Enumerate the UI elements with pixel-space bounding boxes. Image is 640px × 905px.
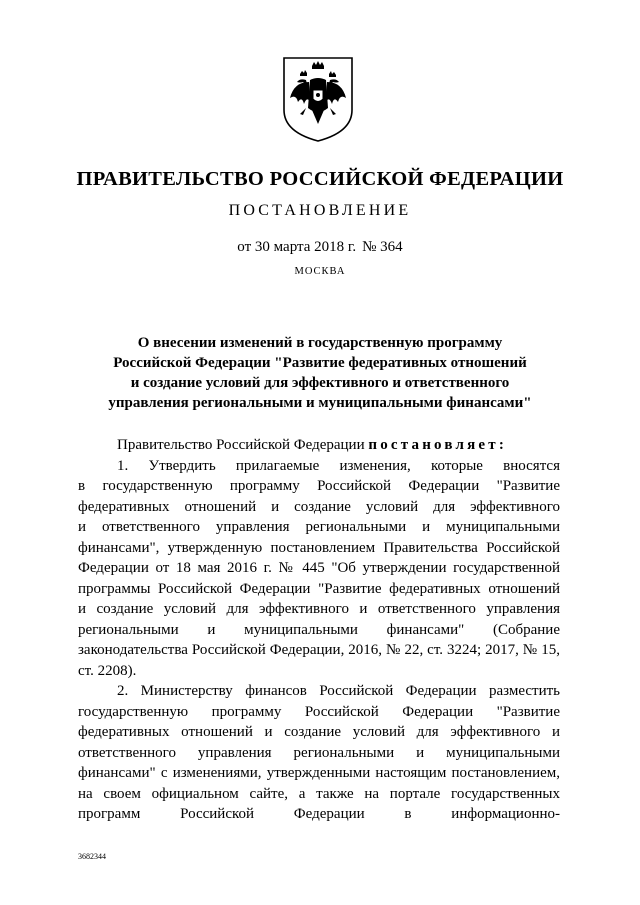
title-line: О внесении изменений в государственную программу (137, 335, 503, 351)
paragraph-1-line: Федерации от 18 мая 2016 г. № 445 "Об утверждении государственной (78, 560, 560, 576)
intro-text: Правительство Российской Федерации (117, 437, 365, 453)
paragraph-1-line: региональными и муниципальными финансами" (Собрание (78, 621, 560, 638)
organization-name: ПРАВИТЕЛЬСТВО РОССИЙСКОЙ ФЕДЕРАЦИИ (76, 168, 564, 190)
paragraph-1-line: федеративных отношений и создание условий для эффективного (78, 498, 560, 515)
paragraph-2-line: государственную программу Российской Федерации "Развитие (78, 703, 560, 720)
title-line: управления региональными и муниципальными финансами" (108, 395, 532, 411)
title-line: Российской Федерации "Развитие федеративных отношений (113, 355, 527, 371)
document-date: от 30 марта 2018 г. (237, 239, 357, 255)
paragraph-2-line: на своем официальном сайте, а также на портале государственных (78, 785, 560, 802)
paragraph-1-line: программы Российской Федерации "Развитие федеративных отношений (78, 580, 560, 597)
paragraph-2-line: программ Российской Федерации в информационно- (78, 806, 560, 822)
paragraph-1-line: в государственную программу Российской Федерации "Развитие (78, 478, 560, 494)
state-emblem-icon (276, 52, 360, 144)
paragraph-1-line: и создание условий для эффективного и ответственного управления (78, 601, 560, 617)
document-date-line (0, 239, 640, 256)
document-number: № 364 (362, 239, 403, 255)
paragraph-2-line: 2. Министерству финансов Российской Федерации разместить (117, 683, 560, 699)
paragraph-2-line: ответственного управления региональными и муниципальными (78, 744, 560, 761)
paragraph-1-line: финансами", утвержденную постановлением Правительства Российской (78, 539, 560, 556)
paragraph-2-line: финансами" с изменениями, утвержденными настоящим постановлением, (78, 765, 560, 781)
intro-line (78, 435, 560, 456)
paragraph-1-line: ст. 2208). (78, 662, 137, 679)
document-title (60, 333, 580, 413)
city-name: МОСКВА (294, 266, 346, 277)
document-body (78, 435, 560, 825)
decree-word: постановляет: (368, 437, 508, 453)
paragraph-2-line: федеративных отношений и создание условий для эффективного и (78, 724, 560, 740)
document-type: ПОСТАНОВЛЕНИЕ (228, 202, 412, 219)
paragraph-1-line: законодательства Российской Федерации, 2016, № 22, ст. 3224; 2017, № 15, (78, 642, 560, 658)
paragraph-1-line: 1. Утвердить прилагаемые изменения, которые вносятся (117, 457, 560, 474)
paragraph-1-line: и ответственного управления региональными и муниципальными (78, 519, 560, 535)
document-code: 3682344 (78, 852, 106, 861)
title-line: и создание условий для эффективного и ответственного (130, 375, 510, 391)
